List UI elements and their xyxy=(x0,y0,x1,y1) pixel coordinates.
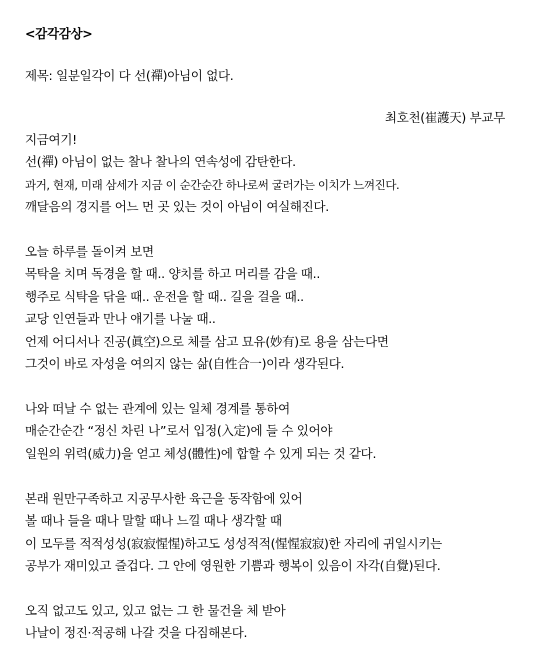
body-line: 나날이 정진·적공해 나갈 것을 다짐해본다. xyxy=(25,625,248,640)
body-line: 언제 어디서나 진공(眞空)으로 체를 삼고 묘유(妙有)로 용을 삼는다면 xyxy=(25,334,389,349)
author-line: 최호천(崔護天) 부교무 xyxy=(384,110,505,125)
body-line: 교당 인연들과 만나 얘기를 나눌 때.. xyxy=(25,311,216,326)
body-line: 공부가 재미있고 즐겁다. 그 안에 영원한 기쁨과 행복이 있음이 자각(自覺)된다. xyxy=(25,558,441,573)
body-line: 오직 없고도 있고, 있고 없는 그 한 물건을 체 받아 xyxy=(25,603,286,618)
body-line: 볼 때나 들을 때나 말할 때나 느낄 때나 생각할 때 xyxy=(25,513,282,528)
body-line: 깨달음의 경지를 어느 먼 곳 있는 것이 아님이 여실해진다. xyxy=(25,199,329,214)
body-line: 그것이 바로 자성을 여의지 않는 삶(自性合一)이라 생각된다. xyxy=(25,356,345,371)
body-line: 과거, 현재, 미래 삼세가 지금 이 순간순간 하나로써 굴러가는 이치가 느껴진다. xyxy=(25,178,400,192)
section-heading: <감각감상> xyxy=(25,26,93,41)
body-line: 선(禪) 아님이 없는 찰나 찰나의 연속성에 감탄한다. xyxy=(25,154,296,169)
document-title: 제목: 일분일각이 다 선(禪)아님이 없다. xyxy=(25,68,234,83)
body-line: 목탁을 치며 독경을 할 때.. 양치를 하고 머리를 감을 때.. xyxy=(25,266,321,281)
body-line: 매순간순간 “정신 차린 나”로서 입정(入定)에 들 수 있어야 xyxy=(25,423,333,438)
body-line: 나와 떠날 수 없는 관계에 있는 일체 경계를 통하여 xyxy=(25,401,290,416)
body-line: 오늘 하루를 돌이켜 보면 xyxy=(25,244,154,259)
body-line: 이 모두를 적적성성(寂寂惺惺)하고도 성성적적(惺惺寂寂)한 자리에 귀일시키는 xyxy=(25,536,442,551)
body-line: 행주로 식탁을 닦을 때.. 운전을 할 때.. 길을 걸을 때.. xyxy=(25,289,304,304)
body-line: 본래 원만구족하고 지공무사한 육근을 동작함에 있어 xyxy=(25,491,303,506)
body-line: 지금여기! xyxy=(25,132,77,147)
body-line: 일원의 위력(威力)을 얻고 체성(體性)에 합할 수 있게 되는 것 같다. xyxy=(25,446,377,461)
